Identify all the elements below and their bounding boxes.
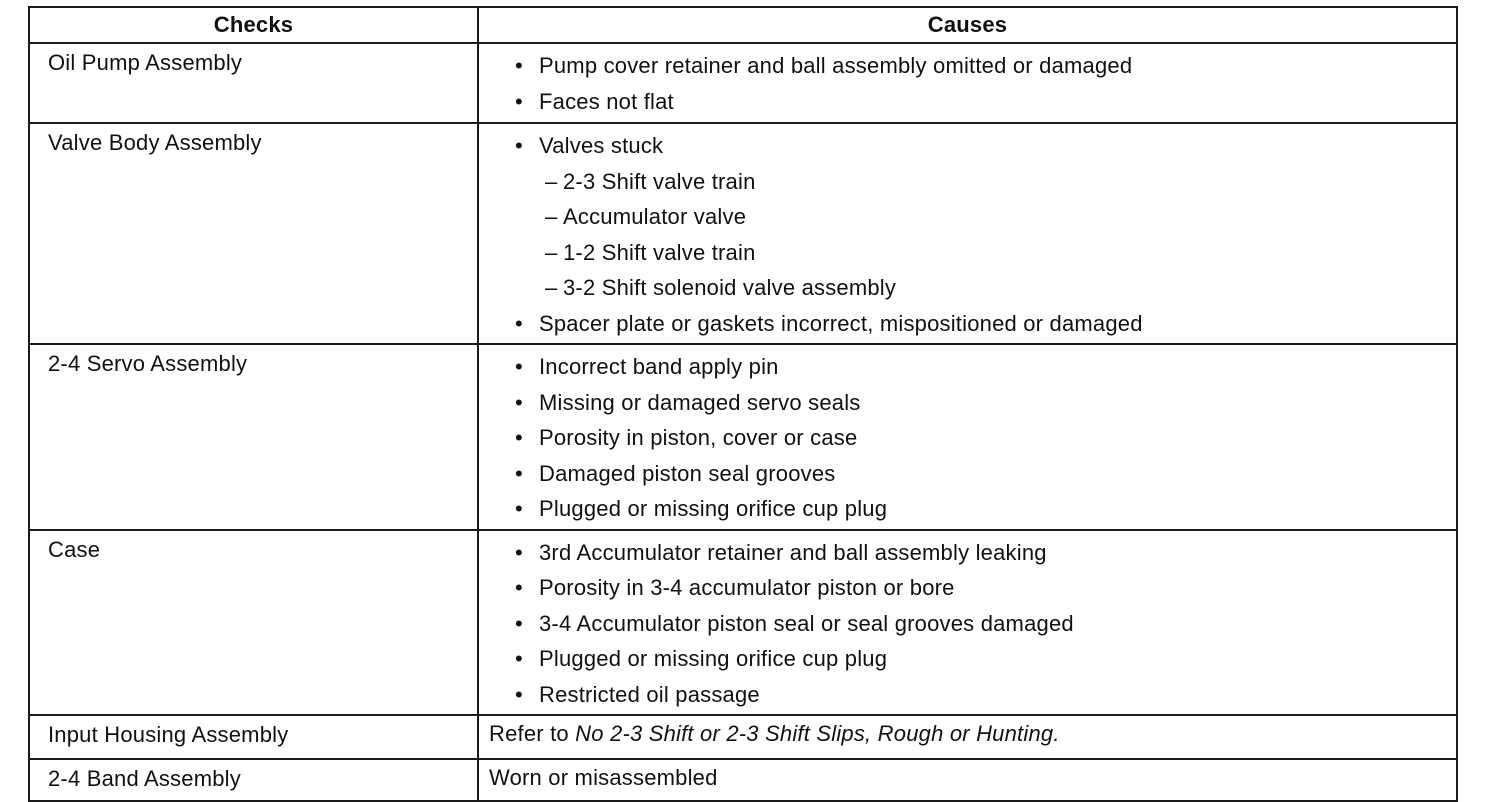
cause-item: • Pump cover retainer and ball assembly omitted or damaged — [513, 48, 1456, 84]
causes-cell — [478, 530, 1457, 716]
cause-item: • Spacer plate or gaskets incorrect, mispositioned or damaged — [513, 306, 1456, 342]
table-row — [29, 530, 1457, 716]
cause-subitem: – 2-3 Shift valve train — [513, 164, 1456, 200]
causes-cell — [478, 43, 1457, 123]
cause-item: • Damaged piston seal grooves — [513, 456, 1456, 492]
cause-item: • Incorrect band apply pin — [513, 349, 1456, 385]
cause-item: • Porosity in piston, cover or case — [513, 420, 1456, 456]
cause-item: • Faces not flat — [513, 84, 1456, 120]
refer-prefix: Refer to — [489, 721, 569, 746]
causes-cell — [478, 344, 1457, 530]
cause-item: • Porosity in 3-4 accumulator piston or bore — [513, 570, 1456, 606]
cause-item: • 3-4 Accumulator piston seal or seal grooves damaged — [513, 606, 1456, 642]
causes-cell: Worn or misassembled — [478, 759, 1457, 801]
table-row — [29, 43, 1457, 123]
cause-subitem: – 1-2 Shift valve train — [513, 235, 1456, 271]
check-cell: Input Housing Assembly — [29, 715, 478, 759]
cause-item: • Missing or damaged servo seals — [513, 385, 1456, 421]
check-cell: Case — [29, 530, 478, 716]
check-cell: 2-4 Band Assembly — [29, 759, 478, 801]
header-row — [29, 7, 1457, 43]
cause-item: • Restricted oil passage — [513, 677, 1456, 713]
table-row — [29, 344, 1457, 530]
check-cell: 2-4 Servo Assembly — [29, 344, 478, 530]
table-row — [29, 759, 1457, 801]
table-row — [29, 123, 1457, 344]
cause-subitem: – 3-2 Shift solenoid valve assembly — [513, 270, 1456, 306]
check-cell: Oil Pump Assembly — [29, 43, 478, 123]
header-checks: Checks — [29, 7, 478, 43]
check-cell: Valve Body Assembly — [29, 123, 478, 344]
cross-reference: No 2-3 Shift or 2-3 Shift Slips, Rough or Hunting. — [575, 721, 1060, 746]
checks-causes-table — [28, 6, 1458, 802]
cause-item: • Plugged or missing orifice cup plug — [513, 491, 1456, 527]
cause-subitem: – Accumulator valve — [513, 199, 1456, 235]
cause-item: • Plugged or missing orifice cup plug — [513, 641, 1456, 677]
cause-item: • 3rd Accumulator retainer and ball assembly leaking — [513, 535, 1456, 571]
causes-cell — [478, 123, 1457, 344]
cause-item: • Valves stuck — [513, 128, 1456, 164]
header-causes: Causes — [478, 7, 1457, 43]
table-row — [29, 715, 1457, 759]
causes-cell — [478, 715, 1457, 759]
